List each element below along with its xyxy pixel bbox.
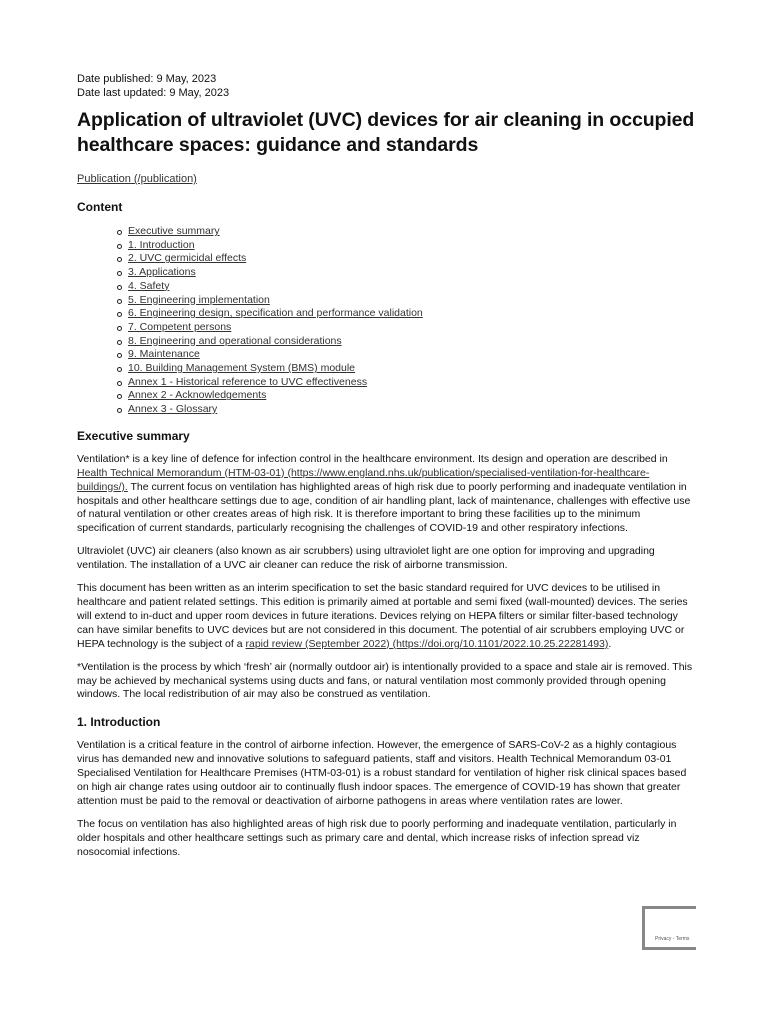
recaptcha-privacy-terms[interactable]: Privacy - Terms [655,936,690,942]
toc-link-annex-1[interactable]: Annex 1 - Historical reference to UVC effectiveness [128,375,368,388]
toc-item [117,252,695,266]
content-heading: Content [77,200,123,214]
table-of-contents [77,225,695,417]
htm-03-01-link[interactable]: Health Technical Memorandum (HTM-03-01) (https://www.england.nhs.uk/publication/specialised-ventilation-for-healthcare-buildings/). [77,466,650,493]
introduction-paragraph-2: The focus on ventilation has also highlighted areas of high risk due to poorly performing and inadequate ventilation, particularly in older hospitals and other healthcare settings such as primary care and dental, which increase risks of infection spread viz nosocomial infections. [77,817,677,858]
toc-item [117,335,695,349]
executive-paragraph-3 [77,582,695,652]
paragraph-text: The current focus on ventilation has highlighted areas of high risk due to poorly performing and inadequate ventilation in hospitals and other healthcare settings due to age, condition of air handling plant, lack of maintenance, challenges with effective use of natural ventilation or other creates areas of high risk. It is therefore important to bring these facilities up to the minimum specification of current standards, particularly recognising the challenges of COVID-19 and other respiratory infections. [77,480,691,535]
paragraph-text: Ventilation* is a key line of defence for infection control in the healthcare environment. Its design and operation are described in [77,452,668,465]
introduction-heading: 1. Introduction [77,715,161,730]
toc-item [117,389,695,403]
toc-item [117,266,695,280]
toc-item [117,376,695,390]
toc-link-annex-2[interactable]: Annex 2 - Acknowledgements [128,389,267,402]
toc-item [117,321,695,335]
toc-link-uvc-germicidal-effects[interactable]: 2. UVC germicidal effects [128,252,247,265]
toc-item [117,403,695,417]
toc-link-engineering-design[interactable]: 6. Engineering design, specification and performance validation [128,307,423,320]
toc-link-safety[interactable]: 4. Safety [128,279,170,292]
toc-item [117,348,695,362]
paragraph-text: . [608,637,612,650]
toc-item [117,294,695,308]
toc-item [117,225,695,239]
rapid-review-link[interactable]: rapid review (September 2022) (https://doi.org/10.1101/2022.10.25.22281493) [245,637,609,650]
paragraph-text: This document has been written as an interim specification to set the basic standard required for UVC devices to be utilised in healthcare and patient related settings. This edition is primarily aimed at portable and semi fixed (wall-mounted) devices. The series will extend to in-duct and upper room devices in future iterations. Devices relying on HEPA filters or similar filter-based technology can have similar benefits to UVC devices but are not considered in this document. The potential of air scrubbers employing UVC or HEPA technology is the subject of a [77,582,688,650]
document-page [77,70,695,860]
toc-item [117,362,695,376]
date-updated: Date last updated: 9 May, 2023 [77,87,230,99]
toc-link-applications[interactable]: 3. Applications [128,266,196,279]
publication-dates [77,72,695,100]
toc-item [117,307,695,321]
toc-link-engineering-implementation[interactable]: 5. Engineering implementation [128,293,270,306]
breadcrumb-publication-link[interactable]: Publication (/publication) [77,173,197,185]
toc-link-annex-3[interactable]: Annex 3 - Glossary [128,403,218,416]
executive-summary-heading: Executive summary [77,428,190,443]
executive-paragraph-2: Ultraviolet (UVC) air cleaners (also known as air scrubbers) using ultraviolet light are one option for improving and upgrading ventilation. The installation of a UVC air cleaner can reduce the risk of airborne transmission. [77,545,655,572]
page-title: Application of ultraviolet (UVC) devices for air cleaning in occupied healthcare spaces: guidance and standards [77,109,695,156]
toc-item [117,239,695,253]
toc-link-bms-module[interactable]: 10. Building Management System (BMS) module [128,362,356,375]
toc-link-executive-summary[interactable]: Executive summary [128,225,220,237]
toc-link-introduction[interactable]: 1. Introduction [128,238,195,251]
toc-link-maintenance[interactable]: 9. Maintenance [128,348,200,361]
executive-paragraph-1 [77,453,695,536]
toc-link-competent-persons[interactable]: 7. Competent persons [128,320,232,333]
toc-item [117,280,695,294]
introduction-paragraph-1: Ventilation is a critical feature in the control of airborne infection. However, the emergence of SARS-CoV-2 as a highly contagious virus has demanded new and innovative solutions to safeguard patients, staff and visitors. Health Technical Memorandum 03-01 Specialised Ventilation for Healthcare Premises (HTM-03-01) is a robust standard for ventilation of higher risk clinical spaces based on high air change rates using outdoor air to continually flush indoor spaces. The emergence of COVID-19 has shown that greater attention must be paid to the removal or deactivation of airborne pathogens in areas where ventilation rates are lower. [77,739,687,807]
breadcrumb [77,172,695,186]
toc-link-engineering-operational[interactable]: 8. Engineering and operational considerations [128,334,342,347]
date-published: Date published: 9 May, 2023 [77,73,217,85]
ventilation-footnote: *Ventilation is the process by which ‘fresh’ air (normally outdoor air) is intentionally provided to a space and stale air is removed. This may be achieved by mechanical systems using ducts and fans, or natural ventilation most commonly provided through opening windows. The local redistribution of air may also be construed as ventilation. [77,660,693,701]
recaptcha-badge[interactable] [642,906,696,950]
